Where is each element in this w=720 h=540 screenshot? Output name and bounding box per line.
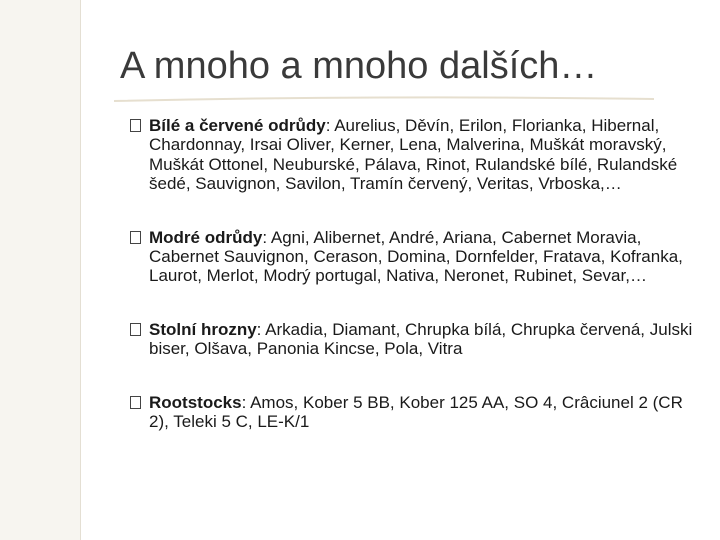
bullet-box-icon: [130, 396, 141, 409]
title-underline: [114, 94, 654, 104]
bullet-label: Stolní hrozny: [149, 319, 257, 339]
bullet-label: Rootstocks: [149, 392, 242, 412]
bullet-box-icon: [130, 119, 141, 132]
slide-title: A mnoho a mnoho dalších…: [120, 45, 598, 87]
bullet-box-icon: [130, 323, 141, 336]
bullet-label: Modré odrůdy: [149, 227, 263, 247]
bullet-text: : Aurelius, Děvín, Erilon, Florianka, Hibernal, Chardonnay, Irsai Oliver, Kerner, Lena, Malverina, Muškát moravský, Muškát Ottonel, Neuburské, Pálava, Rinot, Rulandské bílé, Rulandské šedé, Sauvignon, Savilon, Tramín červený, Veritas, Vrboska,…: [149, 116, 678, 194]
bullet-item-rootstocks: [130, 393, 700, 432]
bullet-text: : Arkadia, Diamant, Chrupka bílá, Chrupka červená, Julski biser, Olšava, Panonia Kincse, Pola, Vitra: [149, 319, 693, 359]
bullet-box-icon: [130, 231, 141, 244]
bullet-item-table-grapes: [130, 320, 700, 359]
left-decorative-band: [0, 0, 81, 540]
bullet-item-blue-varieties: [130, 228, 700, 286]
bullet-list: [130, 116, 700, 465]
bullet-item-white-red-varieties: [130, 116, 700, 194]
bullet-text: : Amos, Kober 5 BB, Kober 125 AA, SO 4, Crâciunel 2 (CR 2), Teleki 5 C, LE-K/1: [149, 392, 683, 432]
bullet-text: : Agni, Alibernet, André, Ariana, Cabernet Moravia, Cabernet Sauvignon, Cerason, Domina, Dornfelder, Fratava, Kofranka, Laurot, Merlot, Modrý portugal, Nativa, Neronet, Rubinet, Sevar,…: [149, 227, 683, 286]
bullet-label: Bílé a červené odrůdy: [149, 116, 326, 135]
